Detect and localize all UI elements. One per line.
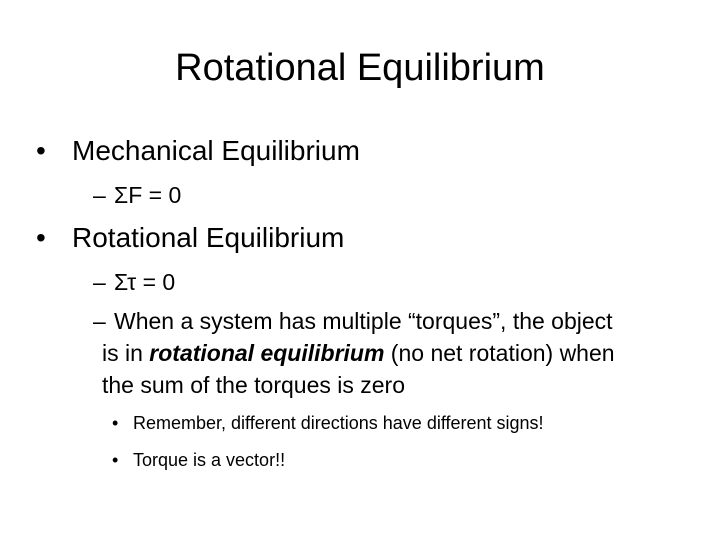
description-line-2 [102,338,615,369]
dash-marker: – [93,308,106,334]
third-level-text: Remember, different directions have different signs! [133,413,544,433]
description-line-3: the sum of the torques is zero [102,372,405,398]
description-line-1: When a system has multiple “torques”, the object [114,308,613,334]
sub-bullet-text: ΣF = 0 [114,182,182,208]
bullet-marker: • [36,222,46,253]
dash-marker: – [93,182,106,208]
bullet-marker: • [36,135,46,166]
sub-bullet-text: Στ = 0 [114,269,176,295]
bullet-marker: • [112,450,119,470]
line-2-after: (no net rotation) when [384,340,615,366]
bullet-marker: • [112,413,119,433]
bullet-text: Mechanical Equilibrium [72,135,360,166]
emphasis-rotational-equilibrium: rotational equilibrium [149,340,385,366]
dash-marker: – [93,269,106,295]
slide-title: Rotational Equilibrium [175,47,545,89]
bullet-text: Rotational Equilibrium [72,222,345,253]
third-level-text: Torque is a vector!! [133,450,286,470]
line-2-before: is in [102,340,150,366]
